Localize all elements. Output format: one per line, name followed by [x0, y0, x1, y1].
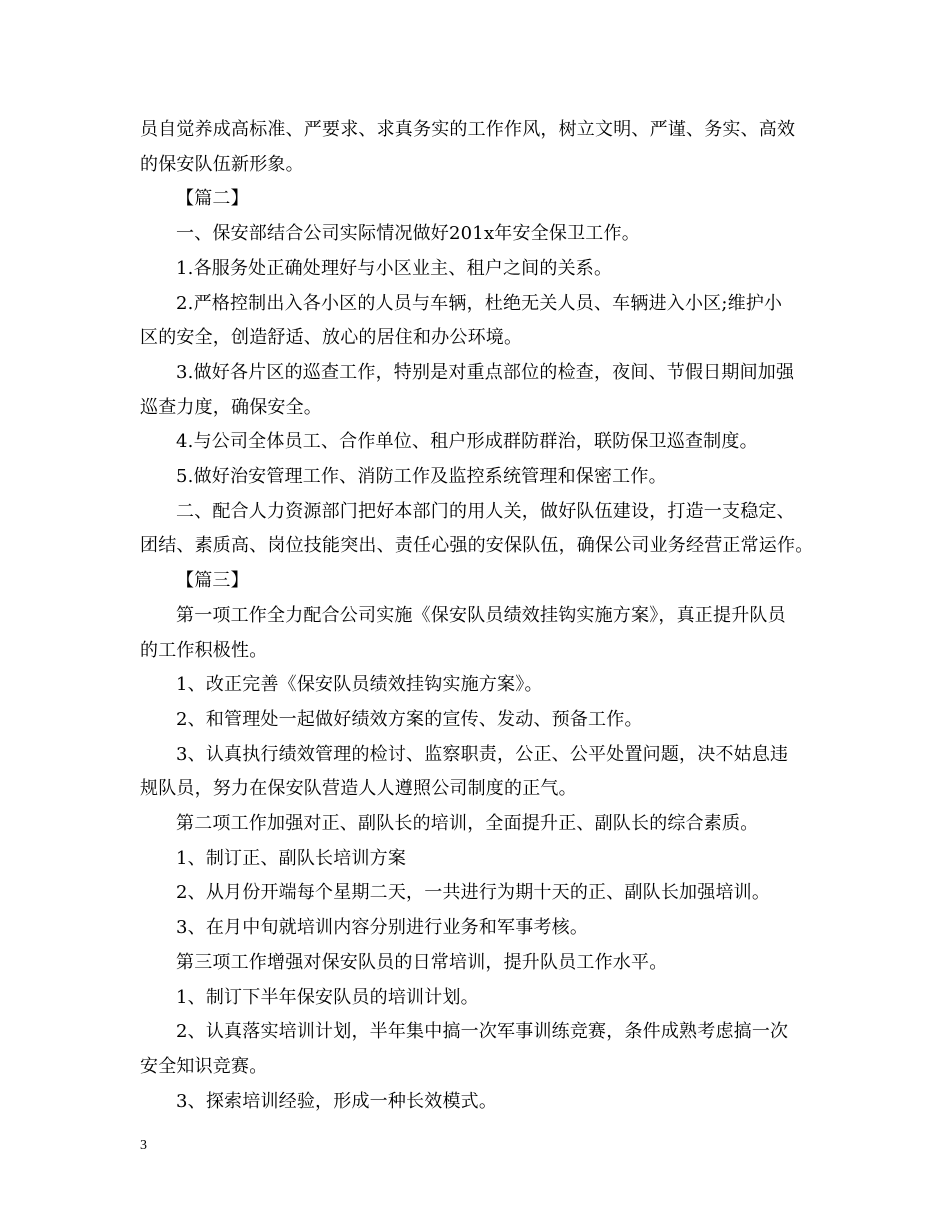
body-line: 3、认真执行绩效管理的检讨、监察职责，公正、公平处置问题，决不姑息违 [176, 743, 789, 765]
body-line: 5.做好治安管理工作、消防工作及监控系统管理和保密工作。 [176, 466, 667, 488]
body-line: 巡查力度，确保安全。 [140, 396, 322, 418]
body-line: 规队员，努力在保安队营造人人遵照公司制度的正气。 [140, 778, 577, 800]
body-line: 2.严格控制出入各小区的人员与车辆，杜绝无关人员、车辆进入小区;维护小 [176, 292, 783, 314]
body-line: 第一项工作全力配合公司实施《保安队员绩效挂钩实施方案》，真正提升队员 [176, 604, 786, 626]
document-body [140, 113, 820, 1119]
body-line: 3、在月中旬就培训内容分别进行业务和军事考核。 [176, 917, 589, 939]
body-line: 1、改正完善《保安队员绩效挂钩实施方案》。 [176, 674, 543, 696]
body-line: 2、从月份开端每个星期二天，一共进行为期十天的正、副队长加强培训。 [176, 882, 771, 904]
body-line: 4.与公司全体员工、合作单位、租户形成群防群治，联防保卫巡查制度。 [176, 431, 758, 453]
body-line: 1.各服务处正确处理好与小区业主、租户之间的关系。 [176, 257, 613, 279]
body-line: 一、保安部结合公司实际情况做好201x年安全保卫工作。 [176, 223, 640, 245]
body-line: 2、认真落实培训计划，半年集中搞一次军事训练竞赛，条件成熟考虑搞一次 [176, 1021, 789, 1043]
body-line: 3.做好各片区的巡查工作，特别是对重点部位的检查，夜间、节假日期间加强 [176, 361, 795, 383]
body-line: 安全知识竞赛。 [140, 1055, 268, 1077]
body-line: 团结、素质高、岗位技能突出、责任心强的安保队伍，确保公司业务经营正常运作。 [140, 535, 814, 557]
body-line: 的保安队伍新形象。 [140, 153, 304, 175]
body-line: 第三项工作增强对保安队员的日常培训，提升队员工作水平。 [176, 951, 668, 973]
body-line: 二、配合人力资源部门把好本部门的用人关，做好队伍建设，打造一支稳定、 [176, 500, 795, 522]
body-line: 第二项工作加强对正、副队长的培训，全面提升正、副队长的综合素质。 [176, 813, 759, 835]
body-line: 员自觉养成高标准、严要求、求真务实的工作作风，树立文明、严谨、务实、高效 [140, 119, 796, 140]
body-line: 1、制订下半年保安队员的培训计划。 [176, 986, 479, 1008]
page-number: 3 [140, 1138, 147, 1153]
body-line: 2、和管理处一起做好绩效方案的宣传、发动、预备工作。 [176, 708, 643, 730]
section-heading: 【篇三】 [176, 570, 249, 592]
body-line: 1、制订正、副队长培训方案 [176, 847, 407, 869]
body-line: 3、探索培训经验，形成一种长效模式。 [176, 1090, 498, 1112]
section-heading: 【篇二】 [176, 188, 249, 210]
body-line: 的工作积极性。 [140, 639, 268, 661]
body-line: 区的安全，创造舒适、放心的居住和办公环境。 [140, 327, 523, 349]
